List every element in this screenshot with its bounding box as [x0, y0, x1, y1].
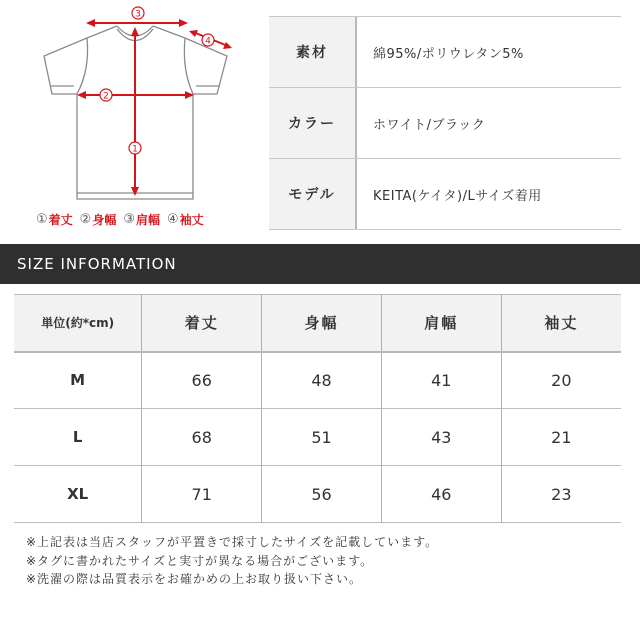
- cell-value: 41: [381, 352, 501, 409]
- info-label: カラー: [269, 88, 357, 158]
- legend-item: [80, 211, 117, 228]
- cell-value: 68: [142, 409, 262, 466]
- cell-value: 46: [381, 466, 501, 523]
- svg-text:4: 4: [205, 36, 211, 47]
- info-value: ホワイト/ブラック: [373, 117, 486, 133]
- size-notes: [26, 533, 438, 589]
- svg-text:2: 2: [103, 91, 109, 102]
- cell-value: 43: [381, 409, 501, 466]
- table-row: [14, 409, 621, 466]
- banner-title: SIZE INFORMATION: [17, 255, 177, 273]
- svg-text:1: 1: [132, 144, 138, 155]
- size-label: L: [14, 409, 142, 466]
- header-shoulder: 肩幅: [381, 295, 501, 352]
- cell-value: 51: [262, 409, 382, 466]
- header-unit: 単位(約*cm): [14, 295, 142, 352]
- size-label: XL: [14, 466, 142, 523]
- legend-label: 身幅: [92, 213, 117, 227]
- cell-value: 48: [262, 352, 382, 409]
- header-length: 着丈: [142, 295, 262, 352]
- legend-item: [123, 211, 160, 228]
- cell-value: 56: [262, 466, 382, 523]
- info-value: 綿95%/ポリウレタン5%: [373, 46, 524, 62]
- legend-label: 袖丈: [179, 213, 204, 227]
- legend-number: ④: [167, 212, 179, 227]
- tshirt-icon: [0, 0, 260, 240]
- size-label: M: [14, 352, 142, 409]
- size-table: [14, 294, 621, 523]
- cell-value: 71: [142, 466, 262, 523]
- table-row: [14, 466, 621, 523]
- size-information-banner: [0, 244, 640, 284]
- info-label: 素材: [269, 17, 357, 87]
- legend-number: ①: [36, 212, 48, 227]
- note-line: ※上記表は当店スタッフが平置きで採寸したサイズを記載しています。: [26, 535, 439, 549]
- measurement-legend: [36, 211, 204, 228]
- legend-item: [36, 211, 73, 228]
- size-table-header: [14, 295, 621, 352]
- header-sleeve: 袖丈: [544, 314, 579, 333]
- cell-value: 23: [551, 484, 572, 504]
- info-label: モデル: [269, 159, 357, 229]
- cell-value: 21: [551, 427, 572, 447]
- legend-label: 着丈: [48, 213, 73, 227]
- info-row-material: [269, 17, 621, 88]
- header-width: 身幅: [262, 295, 382, 352]
- table-row: [14, 352, 621, 409]
- info-value: KEITA(ケイタ)/Lサイズ着用: [373, 188, 542, 204]
- info-row-color: [269, 88, 621, 159]
- legend-label: 肩幅: [136, 213, 161, 227]
- legend-item: [167, 211, 204, 228]
- product-info-table: [269, 16, 621, 230]
- cell-value: 66: [142, 352, 262, 409]
- info-row-model: [269, 159, 621, 230]
- legend-number: ③: [123, 212, 135, 227]
- legend-number: ②: [79, 212, 92, 227]
- svg-text:3: 3: [135, 9, 141, 20]
- note-line: ※洗濯の際は品質表示をお確かめの上お取り扱い下さい。: [26, 572, 363, 586]
- measurement-diagram: [0, 0, 260, 240]
- note-line: ※タグに書かれたサイズと実寸が異なる場合がございます。: [26, 553, 374, 568]
- cell-value: 20: [551, 370, 572, 390]
